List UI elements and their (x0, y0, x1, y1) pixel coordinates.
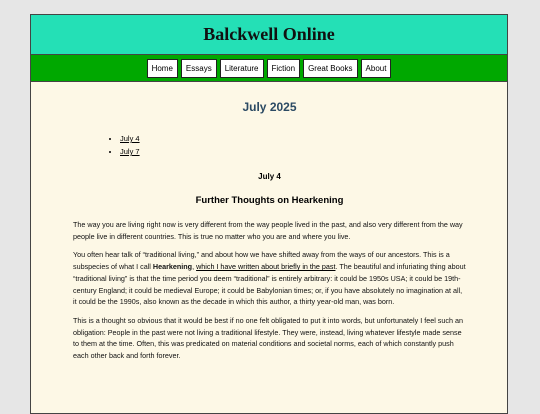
post-toc (120, 132, 466, 158)
toc-link-july-4[interactable]: July 4 (120, 134, 140, 143)
main-nav (31, 55, 507, 82)
site-header (31, 15, 507, 55)
toc-link-july-7[interactable]: July 7 (120, 147, 140, 156)
post-date: July 4 (258, 172, 281, 181)
nav-great-books[interactable]: Great Books (303, 59, 357, 78)
nav-about[interactable]: About (361, 59, 392, 78)
post-paragraph-1: The way you are living right now is very different from the way people lived in the past, and also very different from the way people live in different countries. This is true no matter who you are and where you live. (73, 220, 463, 241)
post-title: Further Thoughts on Hearkening (195, 195, 344, 206)
paragraph-text: , (192, 262, 197, 272)
past-writing-link[interactable]: which I have written about briefly in the past (196, 262, 336, 272)
term-hearkening: Hearkening (152, 262, 193, 272)
nav-essays[interactable]: Essays (181, 59, 217, 78)
post-paragraph-3: This is a thought so obvious that it would be best if no one felt obligated to put it into words, but unfortunately I feel such an obligation: People in the past were not living a traditional lifestyle. They were, instead, living whatever lifestyle made sense to them at the time. Often, this was predicated on material conditions and societal norms, each of which constantly push each other back and forth forever. (73, 315, 463, 361)
toc-item (120, 132, 466, 145)
page (30, 14, 508, 414)
paragraph-text: . The beautiful and infuriating thing about “traditional living” is that the time period you deem “traditional” is entirely arbitrary: it could be 1950s USA; it could be 19th-century England; it could be medieval Europe; it could be Babylonian times; or, if you have absolutely no imagination at all, it could be the 1990s, also known as the decade in which this author, a thirty year-old man, was born. (73, 262, 466, 307)
toc-item (120, 145, 466, 158)
main-content (31, 100, 507, 362)
nav-literature[interactable]: Literature (220, 59, 264, 78)
site-title[interactable]: Balckwell Online (203, 24, 335, 44)
month-title: July 2025 (242, 100, 297, 114)
nav-fiction[interactable]: Fiction (267, 59, 301, 78)
nav-home[interactable]: Home (147, 59, 178, 78)
paragraph-text: You often hear talk of “traditional living,” and about how we have shifted away from the ways of our ancestors. This is a subspecies of what I call (73, 250, 450, 272)
post-paragraph-2 (73, 249, 466, 308)
